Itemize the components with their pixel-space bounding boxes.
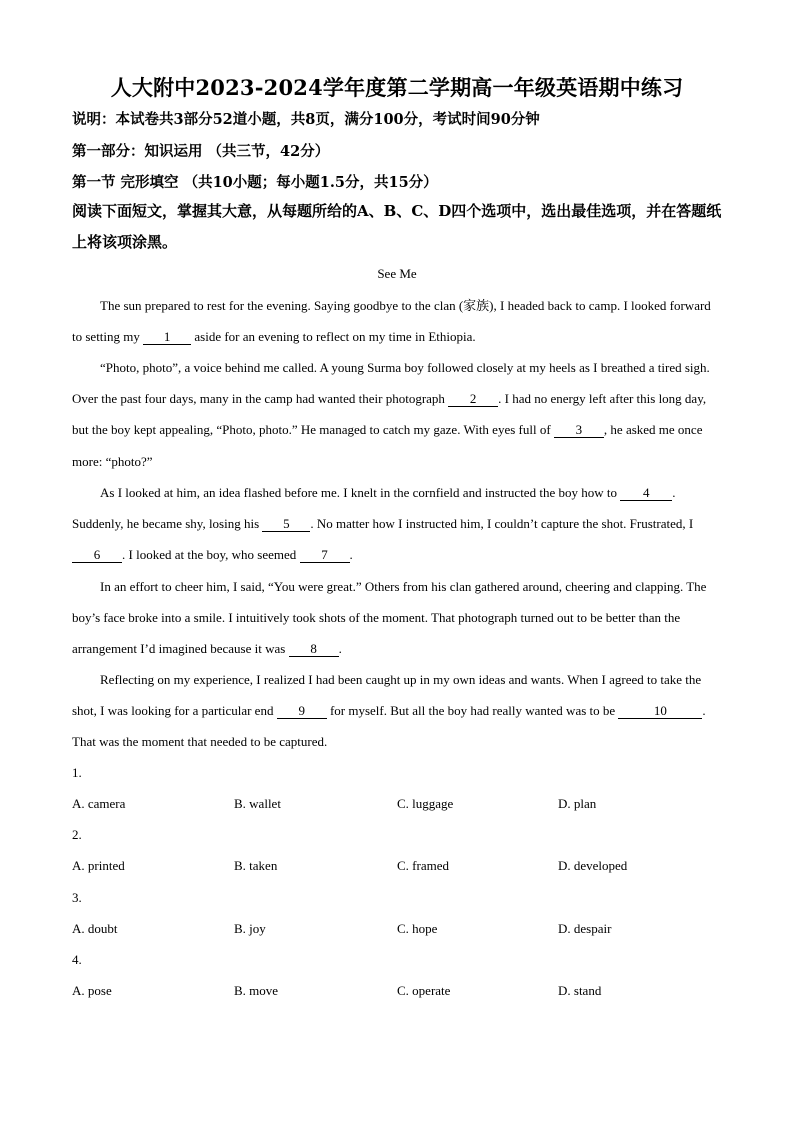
option-b[interactable]: B. taken (234, 858, 278, 873)
option-b[interactable]: B. joy (234, 921, 266, 936)
blank-4: 4 (620, 486, 672, 501)
blank-7: 7 (300, 548, 350, 563)
option-a[interactable]: A. doubt (72, 921, 118, 936)
blank-8: 8 (289, 642, 339, 657)
passage-title: See Me (377, 266, 417, 281)
page-title: 人大附中2023-2024学年度第二学期高一年级英语期中练习 (110, 75, 684, 100)
passage-paragraph: The sun prepared to rest for the evening. Saying goodbye to the clan (家族), I headed back to camp. I looked forward to setting my 1 aside for an evening to reflect on my time in Ethiopia. (72, 298, 711, 345)
option-c[interactable]: C. operate (397, 983, 451, 998)
question-number: 3. (72, 890, 82, 905)
blank-10: 10 (618, 704, 702, 719)
question-number: 1. (72, 765, 82, 780)
option-d[interactable]: D. developed (558, 858, 628, 873)
part-heading: 第一部分：知识运用 （共三节，42分） (72, 143, 330, 160)
blank-9: 9 (277, 704, 327, 719)
instruction-text: 阅读下面短文，掌握其大意，从每题所给的A、B、C、D四个选项中，选出最佳选项，并在答题纸上将该项涂黑。 (72, 202, 722, 251)
blank-1: 1 (143, 330, 191, 345)
option-d[interactable]: D. plan (558, 796, 597, 811)
option-a[interactable]: A. pose (72, 983, 112, 998)
option-a[interactable]: A. printed (72, 858, 125, 873)
option-c[interactable]: C. hope (397, 921, 438, 936)
blank-2: 2 (448, 392, 498, 407)
blank-6: 6 (72, 548, 122, 563)
passage-paragraph: In an effort to cheer him, I said, “You were great.” Others from his clan gathered around, cheering and clapping. The boy’s face broke into a smile. I intuitively took shots of the moment. That photograph turned out to be better than the arrangement I’d imagined because it was 8 . (72, 579, 707, 657)
option-c[interactable]: C. luggage (397, 796, 454, 811)
option-d[interactable]: D. stand (558, 983, 602, 998)
exam-note: 说明：本试卷共3部分52道小题，共8页，满分100分，考试时间90分钟 (72, 111, 540, 128)
option-c[interactable]: C. framed (397, 858, 449, 873)
option-b[interactable]: B. move (234, 983, 279, 998)
blank-5: 5 (262, 517, 310, 532)
option-a[interactable]: A. camera (72, 796, 126, 811)
passage-paragraph: “Photo, photo”, a voice behind me called. A young Surma boy followed closely at my heels as I breathed a tired sigh. Over the past four days, many in the camp had wanted their photograph 2 . I had no energy left after this long day, but the boy kept appealing, “Photo, photo.” He managed to catch my gaze. With eyes full of 3 , he asked me once more: “photo?” (72, 360, 710, 469)
option-d[interactable]: D. despair (558, 921, 612, 936)
passage-paragraph: As I looked at him, an idea flashed before me. I knelt in the cornfield and instructed the boy how to 4 . Suddenly, he became shy, losing his 5 . No matter how I instructed him, I couldn’t capture the shot. Frustrated, I 6 . I looked at the boy, who seemed 7 . (72, 485, 694, 563)
question-number: 4. (72, 952, 82, 967)
question-number: 2. (72, 827, 82, 842)
section-heading: 第一节 完形填空 （共10小题；每小题1.5分，共15分） (72, 174, 438, 191)
passage-paragraph: Reflecting on my experience, I realized I had been caught up in my own ideas and wants. When I agreed to take the shot, I was looking for a particular end 9 for myself. But all the boy had really wanted was to be 10 . That was the moment that needed to be captured. (72, 672, 706, 750)
blank-3: 3 (554, 423, 604, 438)
option-b[interactable]: B. wallet (234, 796, 281, 811)
